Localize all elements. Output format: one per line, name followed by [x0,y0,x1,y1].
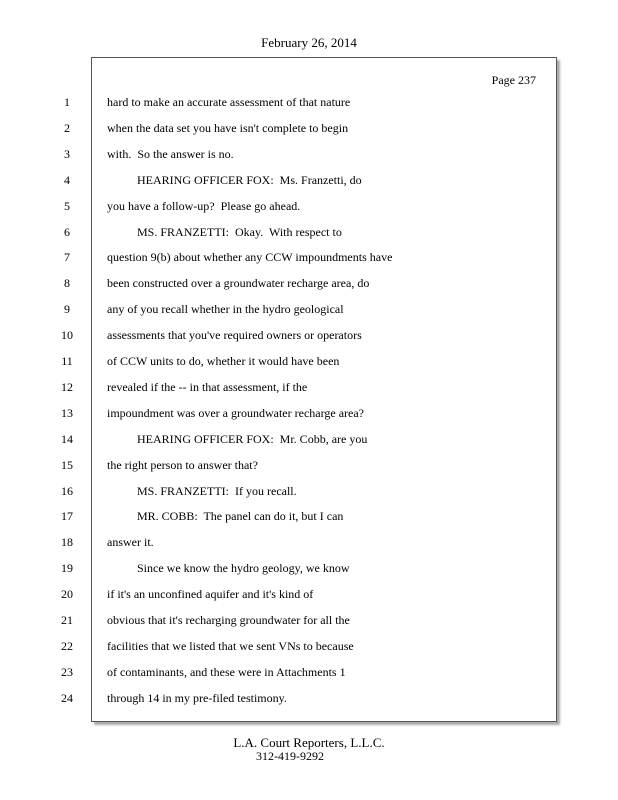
line-text: been constructed over a groundwater recharge area, do [107,276,370,291]
line-text: the right person to answer that? [107,457,258,472]
line-number: 11 [61,354,73,368]
line-text: of CCW units to do, whether it would have been [107,354,340,368]
line-text: HEARING OFFICER FOX: Ms. Franzetti, do [107,172,362,187]
page-number: Page 237 [491,73,536,87]
line-text: with. So the answer is no. [107,146,234,161]
line-number: 19 [61,561,73,576]
footer-company: L.A. Court Reporters, L.L.C. [233,735,385,750]
line-text: HEARING OFFICER FOX: Mr. Cobb, are you [107,431,368,446]
line-text: through 14 in my pre-filed testimony. [107,690,287,705]
line-number: 14 [61,431,73,446]
line-text: assessments that you've required owners or operators [107,328,362,343]
line-number: 24 [61,690,73,705]
line-text: hard to make an accurate assessment of that nature [107,95,351,109]
line-number: 4 [64,172,70,187]
line-number: 7 [64,250,70,265]
line-number: 8 [64,276,70,291]
line-number: 23 [61,664,73,679]
line-text: facilities that we listed that we sent VNs to because [107,638,354,653]
line-text: you have a follow-up? Please go ahead. [107,198,301,213]
line-text: answer it. [107,535,154,550]
line-number: 5 [64,198,70,213]
transcript-date: February 26, 2014 [261,35,357,50]
line-number: 12 [61,379,73,394]
line-number: 6 [64,224,70,239]
line-number: 13 [61,405,73,420]
line-number: 1 [64,95,70,109]
line-text: impoundment was over a groundwater recharge area? [107,405,364,420]
line-text: of contaminants, and these were in Attachments 1 [107,664,346,679]
line-text: MS. FRANZETTI: If you recall. [107,483,297,498]
line-number: 9 [64,302,70,317]
line-number: 22 [61,638,73,653]
line-text: question 9(b) about whether any CCW impoundments have [107,250,393,265]
line-number: 16 [61,483,73,498]
line-number: 15 [61,457,73,472]
line-number: 18 [61,535,73,550]
line-text: when the data set you have isn't complete to begin [107,120,349,135]
line-number: 21 [61,613,73,627]
line-text: obvious that it's recharging groundwater for all the [107,613,350,627]
line-text: MR. COBB: The panel can do it, but I can [107,509,344,524]
line-text: MS. FRANZETTI: Okay. With respect to [107,224,342,239]
line-text: Since we know the hydro geology, we know [107,561,350,576]
footer-phone: 312-419-9292 [256,749,324,763]
line-text: if it's an unconfined aquifer and it's kind of [107,587,314,602]
line-number: 17 [61,509,73,524]
line-number: 10 [61,328,73,343]
line-text: revealed if the -- in that assessment, if the [107,379,308,394]
line-number: 3 [64,146,70,161]
line-number: 2 [64,120,70,135]
line-text: any of you recall whether in the hydro geological [107,302,344,317]
line-number: 20 [61,587,73,602]
